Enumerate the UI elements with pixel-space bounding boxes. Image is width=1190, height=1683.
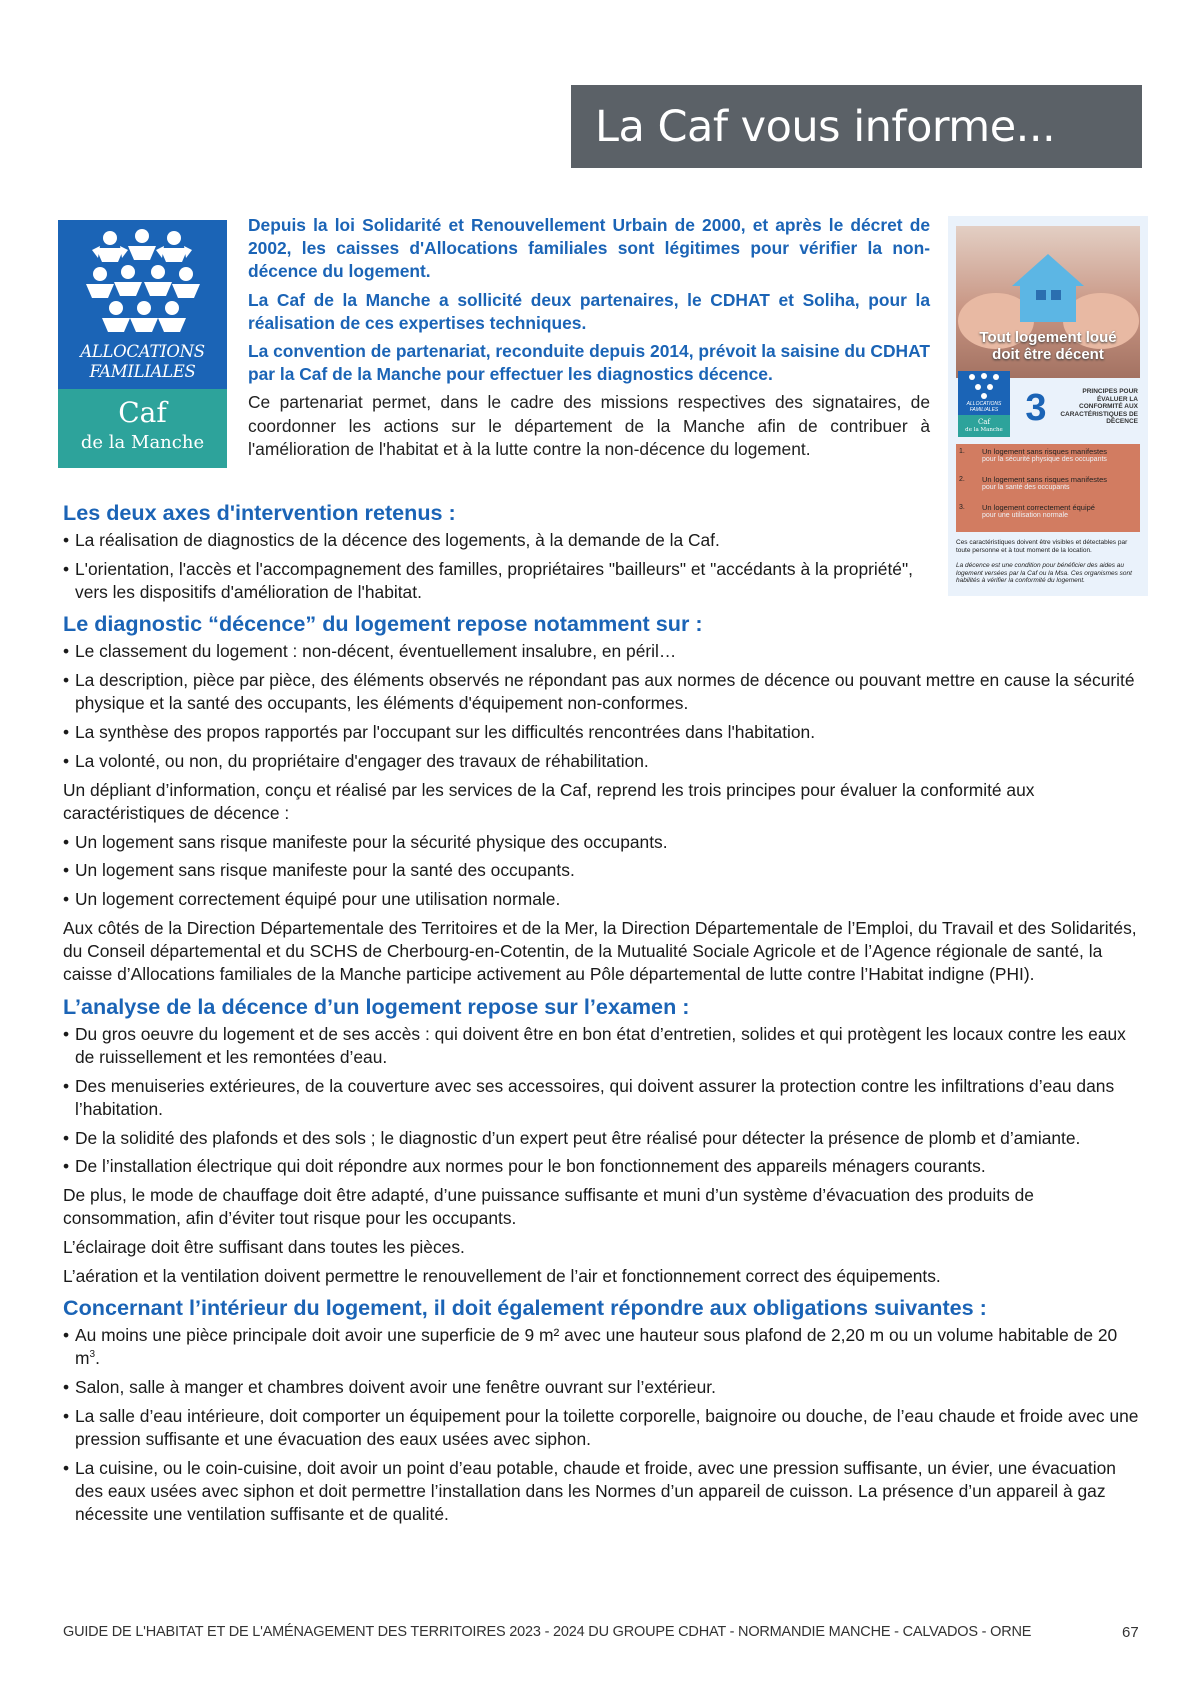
list-item: • La description, pièce par pièce, des éléments observés ne répondant pas aux normes de décence ou pouvant mettre en cause la sécurité physique et la santé des occupants, les éléments d'équipement non-conformes.	[63, 669, 1143, 715]
leaflet-logo-line2: FAMILIALES	[969, 407, 999, 413]
list-item: • La salle d’eau intérieure, doit comporter un équipement pour la toilette corporelle, baignoire ou douche, de l’eau chaude et froide avec une pression suffisante et une évacuation des eaux usées avec siphon.	[63, 1405, 1143, 1451]
list-item-end: .	[95, 1348, 100, 1369]
leaflet-title-line1: Tout logement loué	[979, 329, 1117, 346]
leaflet-item-title: Un logement correctement équipé	[982, 503, 1095, 512]
section-heading-analyse: L’analyse de la décence d’un logement repose sur l’examen :	[63, 993, 690, 1019]
leaflet-item-number: 1.	[959, 448, 965, 455]
mini-family-icon	[958, 371, 1010, 401]
leaflet-caf-logo	[958, 371, 1010, 437]
paragraph: Aux côtés de la Direction Départementale des Territoires et de la Mer, la Direction Départementale de l’Emploi, du Travail et des Solidarités, du Conseil départemental et du SCHS de Cherbourg-en-Cotentin, de la Mutualité Sociale Agricole et de l’Agence régionale de santé, la caisse d’Allocations familiales de la Manche participe activement au Pôle départemental de lutte contre l’Habitat indigne (PHI).	[63, 917, 1137, 985]
section-heading-interieur: Concernant l’intérieur du logement, il doit également répondre aux obligations suivantes :	[63, 1295, 987, 1321]
leaflet-item-number: 3.	[959, 504, 965, 511]
leaflet-item	[956, 446, 1140, 474]
list-item: • La réalisation de diagnostics de la décence des logements, à la demande de la Caf.	[63, 529, 1143, 552]
list-item: • La cuisine, ou le coin-cuisine, doit avoir un point d’eau potable, chaude et froide, avec une pression suffisante, un évier, une évacuation des eaux usées avec siphon et doit permettre l’installation dans les Normes d’un appareil de cuisson. La présence d’un appareil à gaz nécessite une ventilation suffisante et de qualité.	[63, 1457, 1143, 1527]
logo-text-line1: ALLOCATIONS	[80, 342, 205, 361]
section-heading-axes: Les deux axes d'intervention retenus :	[63, 500, 456, 525]
leaflet-item-title: Un logement sans risques manifestes	[982, 475, 1108, 484]
page-number: 67	[1122, 1624, 1139, 1641]
list-item: • Un logement correctement équipé pour une utilisation normale.	[63, 888, 1143, 911]
leaflet-logo-line1: ALLOCATIONS	[966, 401, 1002, 407]
leaflet-logo-caf-text: Caf	[977, 418, 991, 426]
logo-sub-text: de la Manche	[80, 432, 205, 453]
list-item: • La synthèse des propos rapportés par l'occupant sur les difficultés rencontrées dans l'habitation.	[63, 721, 1143, 744]
list-item: • De la solidité des plafonds et des sols ; le diagnostic d’un expert peut être réalisé pour détecter la présence de plomb et d’amiante.	[63, 1127, 1143, 1150]
intro-paragraph-3: La convention de partenariat, reconduite depuis 2014, prévoit la saisine du CDHAT par la Caf de la Manche pour effectuer les diagnostics décence.	[248, 341, 930, 385]
leaflet-title	[956, 329, 1140, 363]
list-item	[63, 1324, 1143, 1370]
paragraph: De plus, le mode de chauffage doit être adapté, d’une puissance suffisante et muni d’un système d’évacuation des produits de consommation, afin d’éviter tout risque pour les occupants.	[63, 1185, 1034, 1229]
leaflet-number: 3	[1025, 387, 1047, 429]
list-item: • De l’installation électrique qui doit répondre aux normes pour le bon fonctionnement des appareils ménagers courants.	[63, 1155, 1143, 1178]
paragraph: Un dépliant d’information, conçu et réalisé par les services de la Caf, reprend les trois principes pour évaluer la conformité aux caractéristiques de décence :	[63, 779, 1035, 823]
leaflet-note-2: La décence est une condition pour bénéficier des aides au logement versées par la Caf ou la Msa. Ces organismes sont habilités à vérifier la conformité du logement.	[956, 562, 1132, 585]
logo-caf-text: Caf	[118, 396, 167, 429]
list-item: • Un logement sans risque manifeste pour la santé des occupants.	[63, 859, 1143, 882]
page-banner	[571, 85, 1142, 168]
list-item: • L'orientation, l'accès et l'accompagnement des familles, propriétaires "bailleurs" et "accédants à la propriété", vers les dispositifs d'amélioration de l'habitat.	[63, 558, 927, 604]
list-item: • Du gros oeuvre du logement et de ses accès : qui doivent être en bon état d’entretien, solides et qui protègent les locaux contre les eaux de ruissellement et les remontées d’eau.	[63, 1023, 1143, 1069]
logo-text-line2: FAMILIALES	[89, 362, 196, 381]
footer-text: GUIDE DE L'HABITAT ET DE L'AMÉNAGEMENT DES TERRITOIRES 2023 - 2024 DU GROUPE CDHAT - NORMANDIE MANCHE - CALVADOS - ORNE	[63, 1624, 1032, 1640]
list-item: • Un logement sans risque manifeste pour la sécurité physique des occupants.	[63, 831, 1143, 854]
leaflet-logo-text	[958, 401, 1010, 413]
leaflet-item-detail: pour une utilisation normale	[982, 512, 1068, 519]
leaflet-item-detail: pour la sécurité physique des occupants	[982, 456, 1107, 463]
caf-logo	[58, 220, 227, 468]
paragraph: L’aération et la ventilation doivent permettre le renouvellement de l’air et fonctionnement correct des équipements.	[63, 1265, 941, 1286]
list-item: • Le classement du logement : non-décent, éventuellement insalubre, en péril…	[63, 640, 1143, 663]
leaflet-principles: PRINCIPES POUR ÉVALUER LA CONFORMITÉ AUX CARACTÉRISTIQUES DE DÉCENCE	[1060, 388, 1138, 425]
leaflet-item-title: Un logement sans risques manifestes	[982, 447, 1108, 456]
intro-paragraph-1: Depuis la loi Solidarité et Renouvellement Urbain de 2000, et après le décret de 2002, les caisses d'Allocations familiales sont légitimes pour vérifier la non-décence du logement.	[248, 215, 930, 282]
main-content	[63, 500, 1143, 1532]
list-item: • Des menuiseries extérieures, de la couverture avec ses accessoires, qui doivent assurer la protection contre les infiltrations d’eau dans l’habitation.	[63, 1075, 1143, 1121]
intro-text	[248, 214, 930, 466]
list-item: • La volonté, ou non, du propriétaire d'engager des travaux de réhabilitation.	[63, 750, 1143, 773]
intro-paragraph-2: La Caf de la Manche a sollicité deux partenaires, le CDHAT et Soliha, pour la réalisation de ces expertises techniques.	[248, 289, 930, 333]
section-heading-diagnostic: Le diagnostic “décence” du logement repose notamment sur :	[63, 611, 703, 637]
list-item-text: Au moins une pièce principale doit avoir une superficie de 9 m² avec une hauteur sous plafond de 2,20 m ou un volume habitable de 20 m	[75, 1325, 1118, 1369]
leaflet-item-number: 2.	[959, 476, 965, 483]
paragraph: L’éclairage doit être suffisant dans toutes les pièces.	[63, 1237, 465, 1258]
leaflet-title-line2: doit être décent	[992, 346, 1104, 363]
leaflet-logo-caf	[958, 418, 1010, 434]
banner-title: La Caf vous informe...	[595, 101, 1056, 152]
superscript: 3	[89, 1349, 96, 1361]
leaflet-logo-sub: de la Manche	[965, 427, 1003, 433]
leaflet-item	[956, 474, 1140, 502]
intro-paragraph-4: Ce partenariat permet, dans le cadre des missions respectives des signataires, de coordonner les actions sur le département de la Manche afin de contribuer à l'amélioration de l'habitat et à la lutte contre la non-décence du logement.	[248, 392, 930, 459]
leaflet-note-1: Ces caractéristiques doivent être visibles et détectables par toute personne et à tout moment de la location.	[956, 539, 1128, 554]
family-figures-icon	[82, 228, 202, 338]
list-item: • Salon, salle à manger et chambres doivent avoir une fenêtre ouvrant sur l’extérieur.	[63, 1376, 1143, 1399]
leaflet-item-detail: pour la santé des occupants	[982, 484, 1070, 491]
